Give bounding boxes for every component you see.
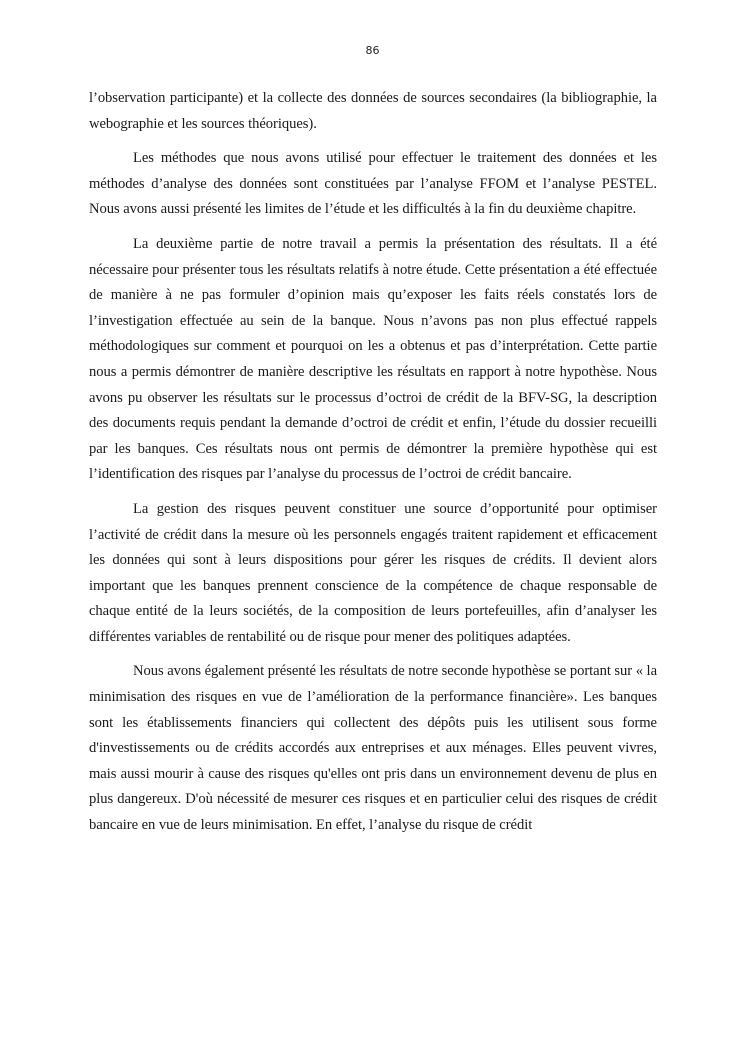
- paragraph-second-hypothesis: Nous avons également présenté les résultats de notre seconde hypothèse se portant sur « la minimisation des risques en vue de l’amélioration de la performance financière». Les banques sont les établissements financiers qui collectent des dépôts puis les utilisent sous forme d'investissements ou de crédits accordés aux entreprises et aux ménages. Elles peuvent vivres, mais aussi mourir à cause des risques qu'elles ont pris dans un environnement devenu de plus en plus dangereux. D'où nécessité de mesurer ces risques et en particulier celui des risques de crédit bancaire en vue de leurs minimisation. En effet, l’analyse du risque de crédit: [89, 663, 657, 834]
- page-number: 86: [365, 44, 380, 57]
- paragraph-risk-management: La gestion des risques peuvent constituer une source d’opportunité pour optimiser l’activité de crédit dans la mesure où les personnels engagés traitent rapidement et efficacement les données qui sont à leurs dispositions pour gérer les risques de crédits. Il devient alors important que les banques prennent conscience de la compétence de chaque responsable de chaque entité de la leurs sociétés, de la composition de leurs portefeuilles, afin d’analyser les différentes variables de rentabilité ou de risque pour mener des politiques adaptées.: [89, 500, 657, 645]
- document-body: [89, 86, 657, 848]
- paragraph-results: La deuxième partie de notre travail a permis la présentation des résultats. Il a été nécessaire pour présenter tous les résultats relatifs à notre étude. Cette présentation a été effectuée de manière à ne pas formuler d’opinion mais qu’exposer les faits réels constatés lors de l’investigation effectuée au sein de la banque. Nous n’avons pas non plus effectué rappels méthodologiques sur comment et pourquoi on les a obtenus et pas d’interprétation. Cette partie nous a permis démontrer de manière descriptive les résultats en rapport à notre hypothèse. Nous avons pu observer les résultats sur le processus d’octroi de crédit de la BFV-SG, la description des documents requis pendant la demande d’octroi de crédit et enfin, l’étude du dossier recueilli par les banques. Ces résultats nous ont permis de démontrer la première hypothèse qui est l’identification des risques par l’analyse du processus de l’octroi de crédit bancaire.: [89, 235, 657, 483]
- paragraph-continuation: l’observation participante) et la collecte des données de sources secondaires (la bibliographie, la webographie et les sources théoriques).: [89, 90, 657, 132]
- paragraph-methods: Les méthodes que nous avons utilisé pour effectuer le traitement des données et les méthodes d’analyse des données sont constituées par l’analyse FFOM et l’analyse PESTEL. Nous avons aussi présenté les limites de l’étude et les difficultés à la fin du deuxième chapitre.: [89, 150, 657, 218]
